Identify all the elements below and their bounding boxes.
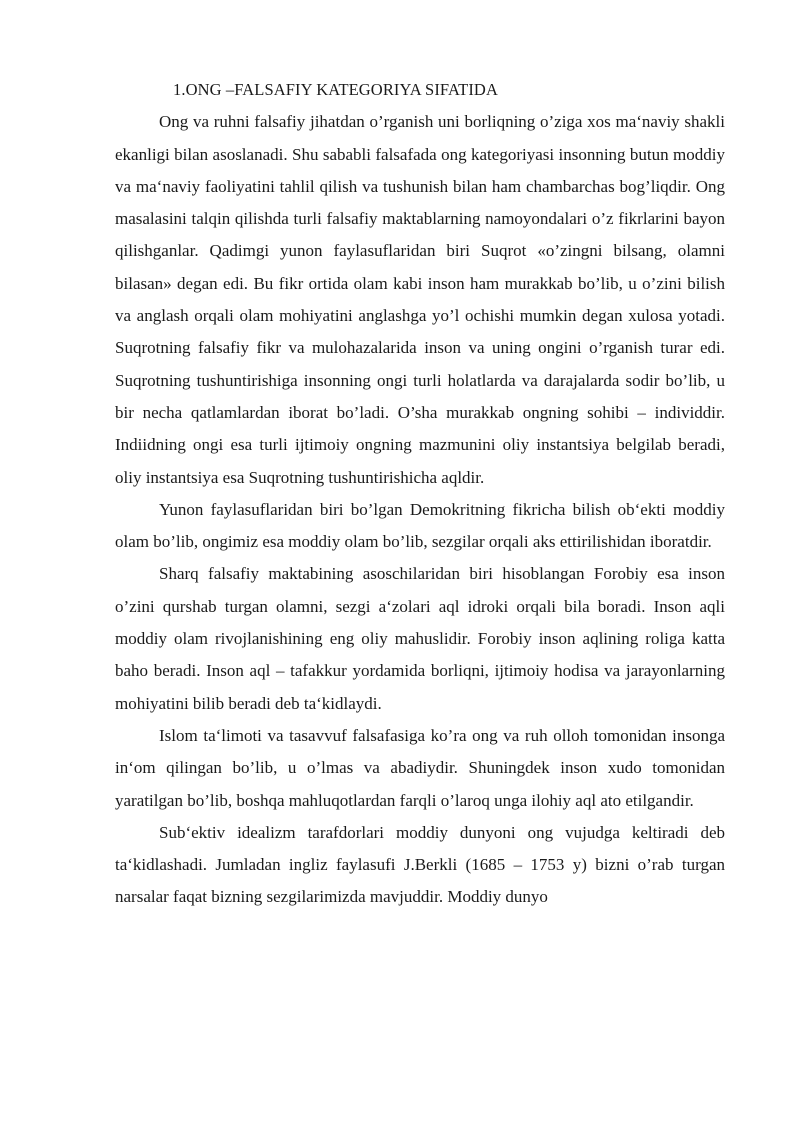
paragraph-subektiv-idealizm: Sub‘ektiv idealizm tarafdorlari moddiy dunyoni ong vujudga keltiradi deb ta‘kidlashadi. Jumladan ingliz faylasufi J.Berkli (1685 – 1753 y) bizni o’rab turgan narsalar faqat bizning sezgilarimizda mavjuddir. Moddiy dunyo bbox=[115, 822, 725, 907]
paragraph-islom: Islom ta‘limoti va tasavvuf falsafasiga ko’ra ong va ruh olloh tomonidan insonga in‘om qilingan bo’lib, u o’lmas va abadiydir. Shuningdek inson xudo tomonidan yaratilgan bo’lib, boshqa mahluqotlardan farqli o’laroq unga ilohiy aql ato etilgandir. bbox=[115, 725, 725, 810]
paragraph-forobiy: Sharq falsafiy maktabining asoschilaridan biri hisoblangan Forobiy esa inson o’zini qurshab turgan olamni, sezgi a‘zolari aql idroki orqali bila boradi. Inson aqli moddiy olam rivojlanishining eng oliy mahuslidir. Forobiy inson aqlining roliga katta baho beradi. Inson aql – tafakkur yordamida borliqni, ijtimoiy hodisa va jarayonlarning mohiyatini bilib beradi deb ta‘kidlaydi. bbox=[115, 564, 725, 713]
section-heading: 1.ONG –FALSAFIY KATEGORIYA SIFATIDA bbox=[173, 80, 498, 99]
document-page bbox=[115, 74, 725, 914]
paragraph-demokrit: Yunon faylasuflaridan biri bo’lgan Demokritning fikricha bilish ob‘ekti moddiy olam bo’lib, ongimiz esa moddiy olam bo’lib, sezgilar orqali aks ettirilishidan iboratdir. bbox=[115, 499, 725, 552]
paragraph-ong-va-ruh: Ong va ruhni falsafiy jihatdan o’rganish uni borliqning o’ziga xos ma‘naviy shakli ekanligi bilan asoslanadi. Shu sababli falsafada ong kategoriyasi insonning butun moddiy va ma‘naviy faoliyatini tahlil qilish va tushunish bilan ham chambarchas bog’liqdir. Ong masalasini talqin qilishda turli falsafiy maktablarning namoyondalari o’z fikrlarini bayon qilishganlar. Qadimgi yunon faylasuflaridan biri Suqrot «o’zingni bilsang, olamni bilasan» degan edi. Bu fikr ortida olam kabi inson ham murakkab bo’lib, u o’zini bilish va anglash orqali olam mohiyatini anglashga yo’l ochishi mumkin degan xulosa yotadi. Suqrotning falsafiy fikr va mulohazalarida inson va uning ongini o’rganish turar edi. Suqrotning tushuntirishiga insonning ongi turli holatlarda va darajalarda sodir bo’lib, u bir necha qatlamlardan iborat bo’ladi. O’sha murakkab ongning sohibi – individdir. Indiidning ongi esa turli ijtimoiy ongning mazmunini oliy instantsiya belgilab beradi, oliy instantsiya esa Suqrotning tushuntirishicha aqldir. bbox=[115, 112, 725, 487]
